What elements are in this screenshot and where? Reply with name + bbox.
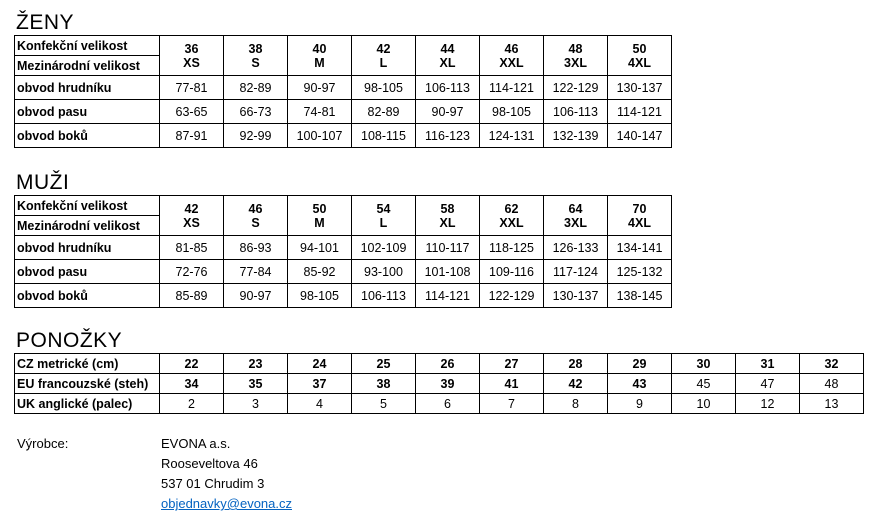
conf-size-cell: 42 xyxy=(160,196,224,216)
table-row xyxy=(15,124,672,148)
table-cell: 126-133 xyxy=(544,236,608,260)
table-cell: 42 xyxy=(544,374,608,394)
men-intl-size-row xyxy=(15,216,672,236)
intl-size-cell: XS xyxy=(160,216,224,236)
table-cell: 106-113 xyxy=(544,100,608,124)
table-cell: 47 xyxy=(736,374,800,394)
table-cell: 30 xyxy=(672,354,736,374)
table-cell: 118-125 xyxy=(480,236,544,260)
women-section-title: ŽENY xyxy=(16,11,75,34)
table-cell: 90-97 xyxy=(416,100,480,124)
intl-size-cell: M xyxy=(288,216,352,236)
row-label: obvod boků xyxy=(15,284,160,308)
intl-size-cell: XL xyxy=(416,56,480,76)
table-cell: 25 xyxy=(352,354,416,374)
company-name: EVONA a.s. xyxy=(161,436,231,451)
row-label: UK anglické (palec) xyxy=(15,394,160,414)
table-cell: 32 xyxy=(800,354,864,374)
table-cell: 102-109 xyxy=(352,236,416,260)
table-cell: 130-137 xyxy=(544,284,608,308)
table-cell: 82-89 xyxy=(352,100,416,124)
table-cell: 92-99 xyxy=(224,124,288,148)
conf-size-cell: 62 xyxy=(480,196,544,216)
table-cell: 100-107 xyxy=(288,124,352,148)
table-cell: 5 xyxy=(352,394,416,414)
table-cell: 106-113 xyxy=(416,76,480,100)
table-row xyxy=(15,354,864,374)
table-cell: 125-132 xyxy=(608,260,672,284)
row-label: EU francouzské (steh) xyxy=(15,374,160,394)
table-cell: 90-97 xyxy=(224,284,288,308)
intl-size-cell: M xyxy=(288,56,352,76)
table-cell: 94-101 xyxy=(288,236,352,260)
socks-size-table xyxy=(14,353,864,414)
row-label: CZ metrické (cm) xyxy=(15,354,160,374)
table-cell: 122-129 xyxy=(544,76,608,100)
table-cell: 87-91 xyxy=(160,124,224,148)
intl-size-label: Mezinárodní velikost xyxy=(15,56,160,76)
table-cell: 34 xyxy=(160,374,224,394)
table-cell: 39 xyxy=(416,374,480,394)
table-cell: 66-73 xyxy=(224,100,288,124)
table-cell: 31 xyxy=(736,354,800,374)
men-size-table xyxy=(14,195,672,308)
conf-size-cell: 44 xyxy=(416,36,480,56)
men-section-title: MUŽI xyxy=(16,171,70,194)
table-cell: 77-84 xyxy=(224,260,288,284)
conf-size-cell: 48 xyxy=(544,36,608,56)
intl-size-label: Mezinárodní velikost xyxy=(15,216,160,236)
table-row xyxy=(15,394,864,414)
conf-size-cell: 50 xyxy=(608,36,672,56)
table-cell: 122-129 xyxy=(480,284,544,308)
women-intl-size-row xyxy=(15,56,672,76)
table-cell: 138-145 xyxy=(608,284,672,308)
table-cell: 114-121 xyxy=(416,284,480,308)
conf-size-cell: 40 xyxy=(288,36,352,56)
table-cell: 90-97 xyxy=(288,76,352,100)
intl-size-cell: XXL xyxy=(480,216,544,236)
table-cell: 140-147 xyxy=(608,124,672,148)
table-cell: 10 xyxy=(672,394,736,414)
table-cell: 81-85 xyxy=(160,236,224,260)
table-row xyxy=(15,100,672,124)
row-label: obvod pasu xyxy=(15,260,160,284)
table-cell: 45 xyxy=(672,374,736,394)
table-cell: 27 xyxy=(480,354,544,374)
conf-size-cell: 46 xyxy=(480,36,544,56)
table-cell: 24 xyxy=(288,354,352,374)
table-cell: 23 xyxy=(224,354,288,374)
table-cell: 77-81 xyxy=(160,76,224,100)
intl-size-cell: L xyxy=(352,56,416,76)
row-label: obvod boků xyxy=(15,124,160,148)
row-label: obvod hrudníku xyxy=(15,76,160,100)
table-cell: 63-65 xyxy=(160,100,224,124)
table-row xyxy=(15,260,672,284)
table-cell: 6 xyxy=(416,394,480,414)
table-cell: 134-141 xyxy=(608,236,672,260)
table-cell: 85-89 xyxy=(160,284,224,308)
table-cell: 98-105 xyxy=(288,284,352,308)
table-cell: 22 xyxy=(160,354,224,374)
table-cell: 26 xyxy=(416,354,480,374)
row-label: obvod hrudníku xyxy=(15,236,160,260)
table-cell: 38 xyxy=(352,374,416,394)
table-cell: 41 xyxy=(480,374,544,394)
conf-size-cell: 58 xyxy=(416,196,480,216)
table-cell: 117-124 xyxy=(544,260,608,284)
manufacturer-label: Výrobce: xyxy=(17,436,69,451)
table-cell: 98-105 xyxy=(352,76,416,100)
table-cell: 48 xyxy=(800,374,864,394)
table-cell: 86-93 xyxy=(224,236,288,260)
table-cell: 114-121 xyxy=(480,76,544,100)
table-cell: 93-100 xyxy=(352,260,416,284)
table-cell: 72-76 xyxy=(160,260,224,284)
table-cell: 110-117 xyxy=(416,236,480,260)
table-cell: 4 xyxy=(288,394,352,414)
table-cell: 124-131 xyxy=(480,124,544,148)
conf-size-cell: 42 xyxy=(352,36,416,56)
intl-size-cell: S xyxy=(224,216,288,236)
intl-size-cell: 3XL xyxy=(544,56,608,76)
intl-size-cell: XL xyxy=(416,216,480,236)
table-cell: 106-113 xyxy=(352,284,416,308)
table-cell: 13 xyxy=(800,394,864,414)
table-cell: 29 xyxy=(608,354,672,374)
intl-size-cell: XXL xyxy=(480,56,544,76)
table-cell: 8 xyxy=(544,394,608,414)
women-conf-size-row xyxy=(15,36,672,56)
intl-size-cell: S xyxy=(224,56,288,76)
table-cell: 109-116 xyxy=(480,260,544,284)
table-cell: 35 xyxy=(224,374,288,394)
table-cell: 28 xyxy=(544,354,608,374)
street-address: Rooseveltova 46 xyxy=(161,456,258,471)
table-cell: 82-89 xyxy=(224,76,288,100)
manufacturer-address xyxy=(161,434,421,514)
intl-size-cell: 4XL xyxy=(608,56,672,76)
conf-size-cell: 54 xyxy=(352,196,416,216)
table-cell: 101-108 xyxy=(416,260,480,284)
table-cell: 85-92 xyxy=(288,260,352,284)
table-row xyxy=(15,76,672,100)
table-cell: 98-105 xyxy=(480,100,544,124)
conf-size-cell: 38 xyxy=(224,36,288,56)
table-cell: 130-137 xyxy=(608,76,672,100)
intl-size-cell: 3XL xyxy=(544,216,608,236)
conf-size-cell: 70 xyxy=(608,196,672,216)
conf-size-cell: 46 xyxy=(224,196,288,216)
table-cell: 7 xyxy=(480,394,544,414)
intl-size-cell: 4XL xyxy=(608,216,672,236)
table-cell: 2 xyxy=(160,394,224,414)
table-cell: 74-81 xyxy=(288,100,352,124)
table-cell: 116-123 xyxy=(416,124,480,148)
conf-size-cell: 64 xyxy=(544,196,608,216)
socks-section-title: PONOŽKY xyxy=(16,329,123,352)
table-cell: 3 xyxy=(224,394,288,414)
table-row xyxy=(15,374,864,394)
row-label: obvod pasu xyxy=(15,100,160,124)
conf-size-label: Konfekční velikost xyxy=(15,196,160,216)
table-cell: 9 xyxy=(608,394,672,414)
table-cell: 108-115 xyxy=(352,124,416,148)
intl-size-cell: L xyxy=(352,216,416,236)
intl-size-cell: XS xyxy=(160,56,224,76)
table-cell: 132-139 xyxy=(544,124,608,148)
email-link[interactable]: objednavky@evona.cz xyxy=(161,496,292,511)
table-row xyxy=(15,236,672,260)
conf-size-label: Konfekční velikost xyxy=(15,36,160,56)
table-row xyxy=(15,284,672,308)
conf-size-cell: 36 xyxy=(160,36,224,56)
table-cell: 12 xyxy=(736,394,800,414)
table-cell: 37 xyxy=(288,374,352,394)
table-cell: 114-121 xyxy=(608,100,672,124)
men-conf-size-row xyxy=(15,196,672,216)
city-address: 537 01 Chrudim 3 xyxy=(161,476,265,491)
table-cell: 43 xyxy=(608,374,672,394)
conf-size-cell: 50 xyxy=(288,196,352,216)
women-size-table xyxy=(14,35,672,148)
